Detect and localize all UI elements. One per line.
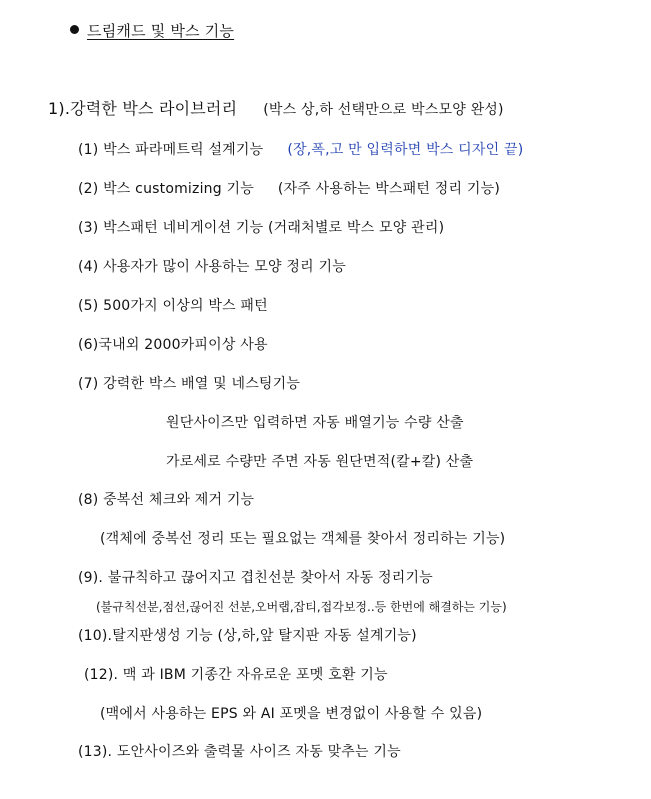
item-note-accent: (장,폭,고 만 입력하면 박스 디자인 끝) <box>287 142 524 158</box>
item-7-detail-2 <box>166 453 473 471</box>
item-4 <box>78 258 346 276</box>
item-12-detail <box>100 705 482 723</box>
item-text: 가로세로 수량만 주면 자동 원단면적(칼+칼) 산출 <box>166 454 474 470</box>
heading-title: 드림캐드 및 박스 기능 <box>87 22 235 40</box>
section-title-line <box>48 100 504 119</box>
item-2 <box>78 180 500 198</box>
item-7 <box>78 375 300 393</box>
item-text: (6)국내외 2000카피이상 사용 <box>78 337 268 353</box>
item-text: (3) 박스패턴 네비게이션 기능 (거래처별로 박스 모양 관리) <box>78 220 445 236</box>
item-text: (불규칙선분,점선,끊어진 선분,오버랩,잡티,접각보정..등 한번에 해결하는 기능) <box>96 600 507 614</box>
item-9-detail <box>96 598 507 616</box>
item-12 <box>84 666 388 684</box>
document-heading <box>70 22 234 40</box>
item-text: (4) 사용자가 많이 사용하는 모양 정리 기능 <box>78 259 346 275</box>
item-text: (2) 박스 customizing 기능 <box>78 181 254 197</box>
item-1 <box>78 141 523 159</box>
item-6 <box>78 336 268 354</box>
item-8-detail <box>100 530 505 548</box>
item-text: 원단사이즈만 입력하면 자동 배열기능 수량 산출 <box>166 415 464 431</box>
item-10 <box>78 627 417 645</box>
item-13 <box>78 743 401 761</box>
section-note: (박스 상,하 선택만으로 박스모양 완성) <box>263 102 504 118</box>
item-text: (7) 강력한 박스 배열 및 네스팅기능 <box>78 376 301 392</box>
item-text: (1) 박스 파라메트릭 설계기능 <box>78 142 264 158</box>
item-3 <box>78 219 444 237</box>
item-text: (5) 500가지 이상의 박스 패턴 <box>78 298 268 314</box>
item-note: (자주 사용하는 박스패턴 정리 기능) <box>277 181 500 197</box>
bullet-icon <box>70 25 79 34</box>
item-text: (객체에 중복선 정리 또는 필요없는 객체를 찾아서 정리하는 기능) <box>100 531 506 547</box>
item-text: (10).탈지판생성 기능 (상,하,앞 탈지판 자동 설계기능) <box>78 628 417 644</box>
item-7-detail-1 <box>166 414 464 432</box>
item-text: (12). 맥 과 IBM 기종간 자유로운 포멧 호환 기능 <box>84 667 388 683</box>
item-8 <box>78 491 254 509</box>
item-9 <box>78 569 433 587</box>
item-text: (8) 중복선 체크와 제거 기능 <box>78 492 255 508</box>
item-text: (맥에서 사용하는 EPS 와 AI 포멧을 변경없이 사용할 수 있음) <box>100 706 483 722</box>
item-text: (13). 도안사이즈와 출력물 사이즈 자동 맞추는 기능 <box>78 744 401 760</box>
section-title: 1).강력한 박스 라이브러리 <box>48 99 238 118</box>
item-5 <box>78 297 268 315</box>
item-text: (9). 불규칙하고 끊어지고 겹친선분 찾아서 자동 정리기능 <box>78 570 433 586</box>
